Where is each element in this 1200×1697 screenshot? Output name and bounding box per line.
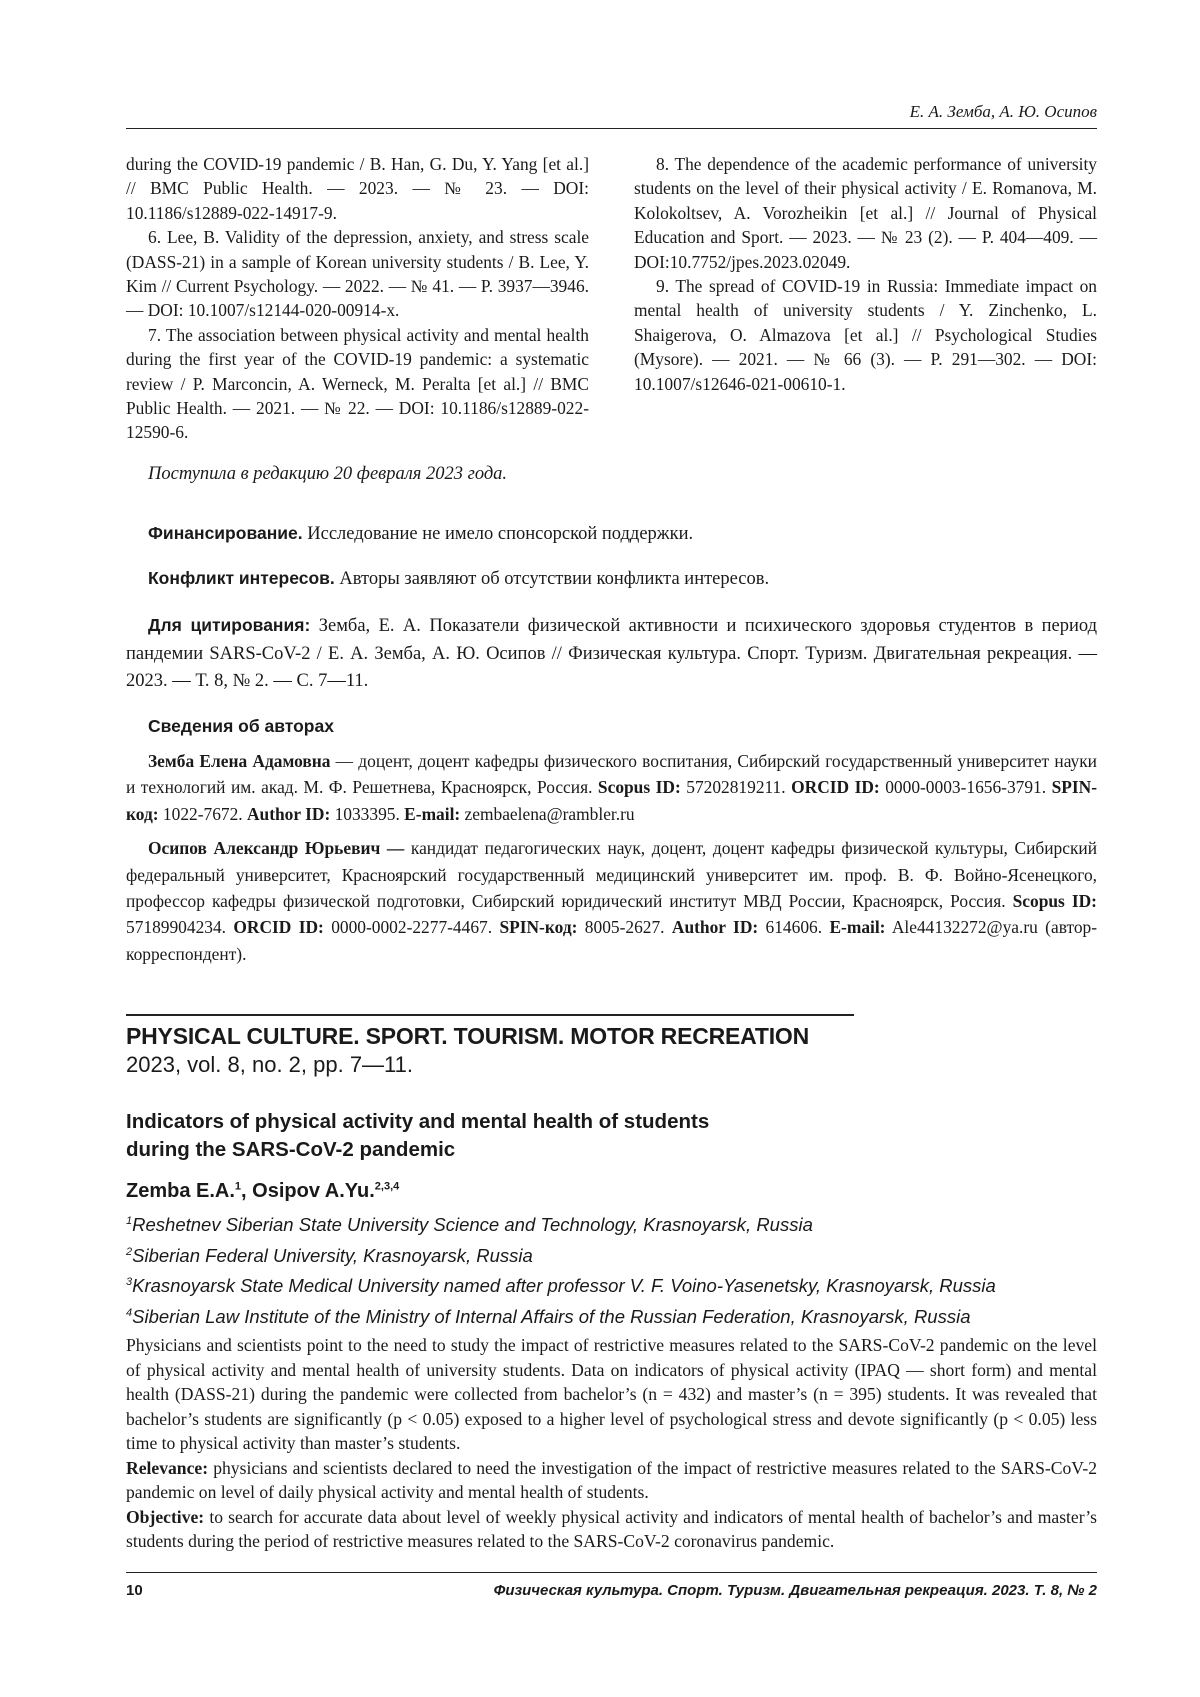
authors-info <box>126 748 1097 975</box>
affiliation-text: Krasnoyarsk State Medical University named after professor V. F. Voino-Yasenetsky, Krasnoyarsk, Russia <box>132 1275 996 1297</box>
affiliation-marker: 1 <box>126 1215 133 1227</box>
author-name: Zemba E.A. <box>126 1180 235 1202</box>
scopus-label: Scopus ID: <box>597 777 681 798</box>
relevance-text: physicians and scientists declared to need the investigation of the impact of restrictive measures related to the SARS-CoV-2 pandemic on level of daily physical activity and mental health of students. <box>126 1457 1097 1502</box>
reference-item: 6. Lee, B. Validity of the depression, anxiety, and stress scale (DASS-21) in a sample of Korean university students / B. Lee, Y. Kim // Current Psychology. — 2022. — № 41. — P. 3937—3946. — DOI: 10.1007/s12144-020-00914-x. <box>126 227 589 321</box>
citation-text: Земба, Е. А. Показатели физической активности и психического здоровья студентов в период пандемии SARS-CoV-2 / Е. А. Земба, А. Ю. Осипов // Физическая культура. Спорт. Туризм. Двигательная рекреация. — 2023. — Т. 8, № 2. — С. 7—11. <box>126 616 1097 691</box>
author-entry <box>126 835 1097 967</box>
author-id-label: Author ID: <box>246 803 331 824</box>
citation-statement <box>126 612 1097 696</box>
abstract-text: Physicians and scientists point to the need to study the impact of restrictive measures related to the SARS-CoV-2 pandemic on the level of physical activity and mental health of university students. Data on indicators of physical activity (IPAQ — short form) and mental health (DASS-21) during the pandemic were collected from bachelor’s (n = 432) and master’s (n = 395) students. It was revealed that bachelor’s students are significantly (p < 0.05) exposed to a higher level of psychological stress and devote significantly (p < 0.05) less time to physical activity than master’s students. <box>126 1335 1097 1453</box>
footer-divider <box>126 1572 1097 1573</box>
article-title-line: during the SARS-CoV-2 pandemic <box>126 1138 456 1161</box>
affiliation-item <box>126 1300 996 1331</box>
affiliation-text: Siberian Federal University, Krasnoyarsk, Russia <box>132 1244 533 1266</box>
author-separator: , <box>241 1180 253 1202</box>
reference-item: during the COVID-19 pandemic / B. Han, G. Du, Y. Yang [et al.] // BMC Public Health. — 2023. — № 23. — DOI: 10.1186/s12889-022-14917-9. <box>126 154 589 223</box>
orcid-label: ORCID ID: <box>791 777 880 798</box>
author-description: — доцент, доцент кафедры физического воспитания, Сибирский государственный университет науки и технологий им. акад. М. Ф. Решетнева, Красноярск, Россия. <box>126 751 1097 798</box>
author-id: 614606. <box>758 917 830 938</box>
scopus-label: Scopus ID: <box>1012 891 1097 912</box>
author-description: кандидат педагогических наук, доцент, доцент кафедры физической культуры, Сибирский федеральный университет, Красноярский государственный медицинский университет им. проф. В. Ф. Войно-Ясенецкого, профессор кафедры физической подготовки, Сибирский юридический институт МВД России, Красноярск, Россия. <box>126 838 1098 912</box>
references-left-column <box>126 152 589 445</box>
affiliations <box>126 1208 996 1331</box>
page-number: 10 <box>126 1582 143 1599</box>
affiliation-text: Reshetnev Siberian State University Science and Technology, Krasnoyarsk, Russia <box>132 1214 813 1236</box>
citation-label: Для цитирования: <box>148 615 311 635</box>
article-title <box>126 1108 826 1164</box>
received-date: Поступила в редакцию 20 февраля 2023 года. <box>148 464 508 484</box>
authors-heading: Сведения об авторах <box>148 716 334 736</box>
affiliation-item <box>126 1269 996 1300</box>
conflict-statement <box>126 565 1097 594</box>
affiliation-text: Siberian Law Institute of the Ministry of Internal Affairs of the Russian Federation, Krasnoyarsk, Russia <box>132 1306 971 1328</box>
relevance-label: Relevance: <box>126 1457 209 1478</box>
orcid-id: 0000-0003-1656-3791. <box>879 777 1052 798</box>
affiliation-marker: 3 <box>126 1276 133 1289</box>
orcid-label: ORCID ID: <box>233 917 324 938</box>
author-id-label: Author ID: <box>671 917 759 938</box>
affiliation-marker: 4 <box>126 1306 133 1319</box>
scopus-id: 57202819211. <box>680 777 792 798</box>
journal-issue: 2023, vol. 8, no. 2, pp. 7—11. <box>126 1052 414 1077</box>
reference-item: 7. The association between physical activity and mental health during the first year of the COVID-19 pandemic: a systematic review / P. Marconcin, A. Werneck, M. Peralta [et al.] // BMC Public Health. — 2021. — № 22. — DOI: 10.1186/s12889-022-12590-6. <box>126 324 589 443</box>
email: zembaelena@rambler.ru <box>460 803 635 824</box>
scopus-id: 57189904234. <box>126 917 234 938</box>
affiliation-marker: 2,3,4 <box>374 1180 400 1193</box>
spin-code: 8005-2627. <box>577 917 672 938</box>
article-title-line: Indicators of physical activity and mental health of students <box>126 1110 710 1133</box>
reference-item: 8. The dependence of the academic performance of university students on the level of their physical activity / E. Romanova, M. Kolokoltsev, A. Vorozheikin [et al.] // Journal of Physical Education and Sport. — 2023. — № 23 (2). — P. 404—409. — DOI:10.7752/jpes.2023.02049. <box>634 154 1097 272</box>
spin-label: SPIN-код: <box>499 917 578 938</box>
references-right-column <box>634 152 1097 445</box>
funding-statement <box>126 520 1097 549</box>
author-entry <box>126 748 1097 827</box>
email-label: E-mail: <box>404 803 461 824</box>
author-id: 1033395. <box>330 803 405 824</box>
affiliation-marker: 2 <box>126 1245 133 1258</box>
footer-journal: Физическая культура. Спорт. Туризм. Двигательная рекреация. 2023. Т. 8, № 2 <box>493 1582 1097 1599</box>
author-name: Osipov A.Yu. <box>252 1180 375 1202</box>
funding-text: Исследование не имело спонсорской поддержки. <box>302 524 694 544</box>
abstract <box>126 1333 1097 1554</box>
funding-label: Финансирование. <box>148 523 303 543</box>
affiliation-item <box>126 1239 996 1270</box>
running-head: Е. А. Земба, А. Ю. Осипов <box>909 102 1097 121</box>
objective-paragraph <box>126 1505 1097 1554</box>
objective-label: Objective: <box>126 1506 205 1527</box>
relevance-paragraph <box>126 1456 1097 1505</box>
email: Ale44132272@ya.ru (автор-корреспондент). <box>126 917 1098 964</box>
spin-label: SPIN-код: <box>126 777 1098 824</box>
english-section-divider <box>126 1014 854 1016</box>
journal-title: PHYSICAL CULTURE. SPORT. TOURISM. MOTOR RECREATION <box>126 1023 810 1049</box>
reference-item: 9. The spread of COVID-19 in Russia: Immediate impact on mental health of university students / Y. Zinchenko, L. Shaigerova, O. Almazova [et al.] // Psychological Studies (Mysore). — 2021. — № 66 (3). — P. 291—302. — DOI: 10.1007/s12646-021-00610-1. <box>634 276 1097 394</box>
email-label: E-mail: <box>829 917 886 938</box>
header-divider <box>126 128 1097 129</box>
article-authors <box>126 1180 399 1203</box>
author-name: Осипов Александр Юрьевич — <box>148 838 405 859</box>
affiliation-item <box>126 1208 996 1239</box>
conflict-text: Авторы заявляют об отсутствии конфликта интересов. <box>334 569 770 589</box>
affiliation-marker: 1 <box>234 1180 242 1193</box>
author-name: Земба Елена Адамовна <box>148 751 331 771</box>
references-section <box>126 152 1097 445</box>
spin-code: 1022-7672. <box>158 803 247 824</box>
orcid-id: 0000-0002-2277-4467. <box>323 917 500 938</box>
conflict-label: Конфликт интересов. <box>148 568 335 588</box>
objective-text: to search for accurate data about level of weekly physical activity and indicators of mental health of bachelor’s and master’s students during the period of restrictive measures related to the SARS-CoV-2 coronavirus pandemic. <box>126 1506 1097 1551</box>
